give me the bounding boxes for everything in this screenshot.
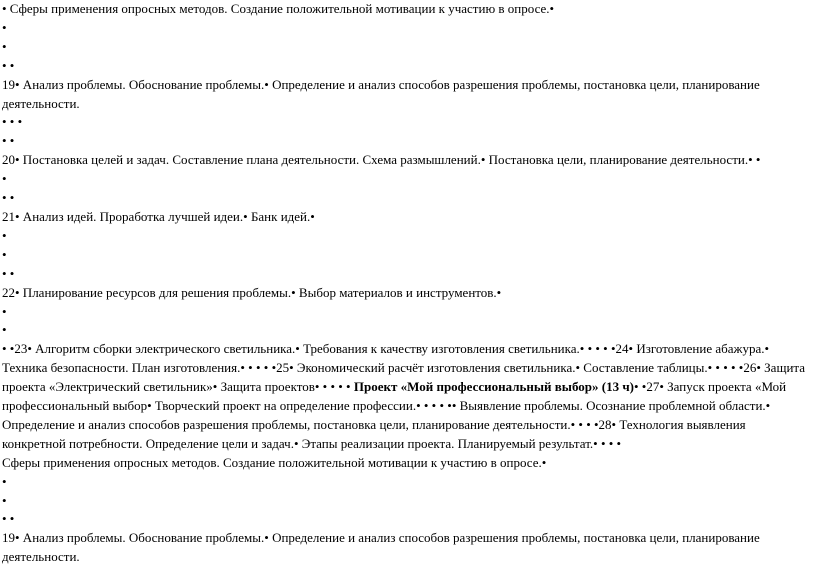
text-line-after-4: • • xyxy=(2,511,15,527)
text-paragraph xyxy=(2,340,810,453)
text-line-8: 20• Постановка целей и задач. Составление плана деятельности. Схема размышлений.• Постановка цели, планирование деятельности.• • xyxy=(2,152,761,168)
text-line-after-3: • xyxy=(2,492,7,508)
paragraph-part-1: • •23• Алгоритм сборки электрического светильника.• Требования к качеству изготовления светильника.• • • • •24• Изготовление абажура.• Техника безопасности. План изготовления.• • • • •25• Экономический расчёт изготовления светильника.• Составление таблицы.• • • • •26• Защита проекта «Электрический светильник»• Защита проектов• • • • • xyxy=(2,341,806,395)
text-line-11: 21• Анализ идей. Проработка лучшей идеи.• Банк идей.• xyxy=(2,208,315,224)
text-line-after-2: • xyxy=(2,473,7,489)
text-line-1: • Сферы применения опросных методов. Создание положительной мотивации к участию в опросе.• xyxy=(2,1,555,16)
text-line-3: • xyxy=(2,38,7,54)
text-line-12: • xyxy=(2,227,7,243)
text-line-9: • xyxy=(2,171,7,187)
text-line-6: • • • xyxy=(2,114,23,130)
text-line-7: • • xyxy=(2,133,15,149)
text-line-15: 22• Планирование ресурсов для решения проблемы.• Выбор материалов и инструментов.• xyxy=(2,284,502,300)
text-line-10: • • xyxy=(2,190,15,206)
text-line-13: • xyxy=(2,246,7,262)
text-line-5: 19• Анализ проблемы. Обоснование проблемы.• Определение и анализ способов разрешения проблемы, постановка цели, планирование деятельности. xyxy=(2,76,760,111)
project-heading: Проект «Мой профессиональный выбор» (13 ч) xyxy=(353,379,634,395)
paragraph-part-2: • •27• Запуск проекта «Мой профессиональный выбор• Творческий проект на определение профессии.• • • • •• Выявление проблемы. Осознание проблемной области.• Определение и анализ способов разрешения проблемы, постановка цели, планирование деятельности.• • • •28• Технология выявления конкретной потребности. Определение цели и задач.• Этапы реализации проекта. Планируемый результат.• • • • xyxy=(2,379,787,451)
text-line-after-1: Сферы применения опросных методов. Создание положительной мотивации к участию в опросе.• xyxy=(2,454,547,470)
text-line-2: • xyxy=(2,19,7,35)
text-line-4: • • xyxy=(2,57,15,73)
text-line-16: • xyxy=(2,303,7,319)
text-line-14: • • xyxy=(2,265,15,281)
text-line-17: • xyxy=(2,322,7,338)
text-line-after-5: 19• Анализ проблемы. Обоснование проблемы.• Определение и анализ способов разрешения проблемы, постановка цели, планирование деятельности. xyxy=(2,530,760,565)
